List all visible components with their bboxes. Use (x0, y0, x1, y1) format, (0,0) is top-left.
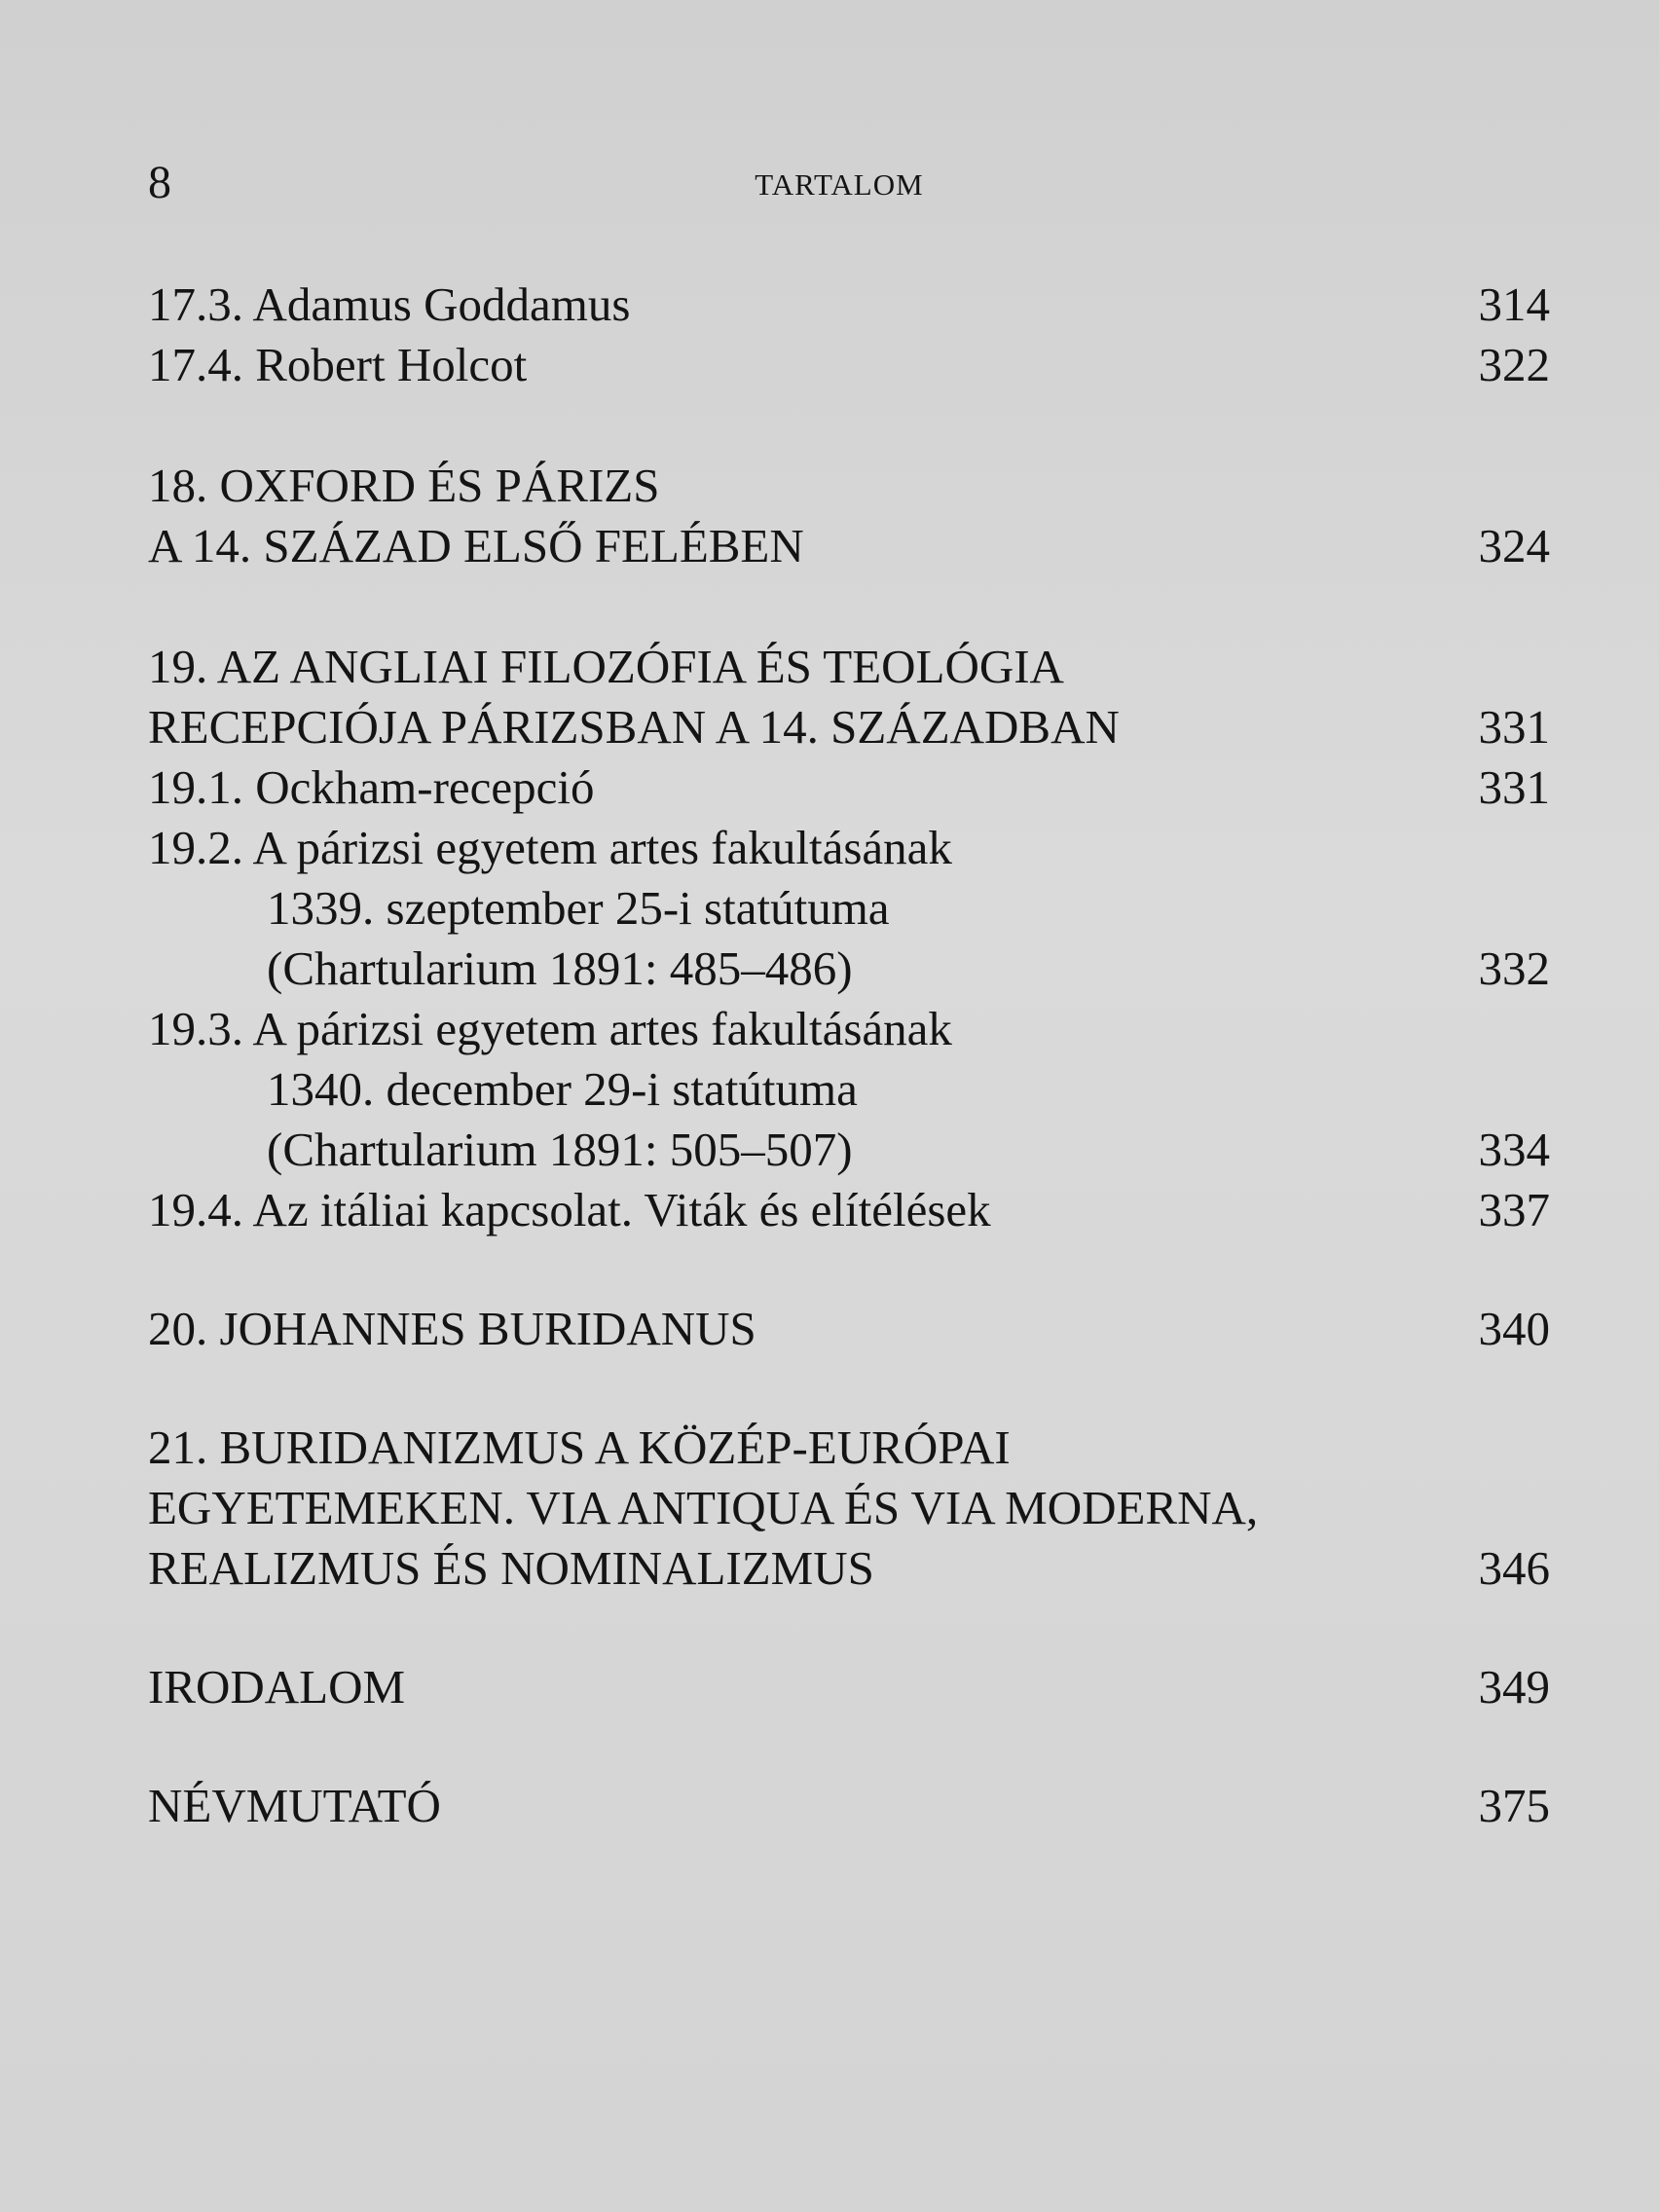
toc-page-number: 337 (1478, 1183, 1550, 1236)
toc-entry-title: 18. OXFORD ÉS PÁRIZS (148, 459, 660, 512)
toc-page-number: 375 (1478, 1779, 1550, 1832)
toc-entry-17-3 (148, 275, 1550, 335)
toc-page-number: 334 (1478, 1123, 1550, 1176)
toc-page-number: 349 (1478, 1660, 1550, 1714)
toc-entry-title: 19.1. Ockham-recepció (148, 760, 595, 814)
toc-entry-title-cont: REALIZMUS ÉS NOMINALIZMUS (148, 1541, 874, 1595)
toc-entry-19-2 (148, 818, 1550, 999)
toc-entry-19 (148, 637, 1550, 757)
toc-page-number: 322 (1478, 338, 1550, 391)
toc-entry-nevmutato (148, 1776, 1550, 1836)
toc-entry-title: NÉVMUTATÓ (148, 1779, 441, 1832)
toc-entry-title: 19.3. A párizsi egyetem artes fakultásának (148, 1002, 952, 1055)
page-header (0, 146, 1659, 224)
toc-entry-21 (148, 1418, 1550, 1599)
toc-entry-title-cont: EGYETEMEKEN. VIA ANTIQUA ÉS VIA MODERNA, (148, 1481, 1259, 1534)
toc-entry-title-cont: 1339. szeptember 25-i statútuma (267, 881, 890, 935)
toc-page-number: 340 (1478, 1302, 1550, 1355)
toc-entry-title: 19.2. A párizsi egyetem artes fakultásának (148, 821, 952, 874)
toc-entry-19-4 (148, 1180, 1550, 1240)
toc-page-number: 314 (1478, 277, 1550, 331)
toc-entry-17-4 (148, 335, 1550, 395)
toc-page-number: 331 (1478, 700, 1550, 754)
toc-page-number: 332 (1478, 941, 1550, 995)
toc-page-number: 346 (1478, 1541, 1550, 1595)
toc-entry-20 (148, 1299, 1550, 1359)
toc-entry-title: 21. BURIDANIZMUS A KÖZÉP-EURÓPAI (148, 1420, 1011, 1474)
running-title: TARTALOM (755, 167, 924, 202)
toc-entry-title-cont: (Chartularium 1891: 505–507) (267, 1123, 853, 1176)
toc-entry-title: IRODALOM (148, 1660, 406, 1714)
toc-entry-title: 17.3. Adamus Goddamus (148, 277, 631, 331)
toc-entry-title: 17.4. Robert Holcot (148, 338, 528, 391)
toc-entry-title: 20. JOHANNES BURIDANUS (148, 1302, 756, 1355)
toc-entry-19-1 (148, 757, 1550, 818)
toc-entry-irodalom (148, 1657, 1550, 1717)
page-number: 8 (148, 157, 171, 208)
table-of-contents (148, 275, 1550, 1836)
toc-entry-title: 19. AZ ANGLIAI FILOZÓFIA ÉS TEOLÓGIA (148, 640, 1064, 693)
toc-entry-title-cont: (Chartularium 1891: 485–486) (267, 941, 853, 995)
toc-entry-title-cont: 1340. december 29-i statútuma (267, 1062, 858, 1116)
toc-entry-title: 19.4. Az itáliai kapcsolat. Viták és elítélések (148, 1183, 991, 1236)
toc-page-number: 331 (1478, 760, 1550, 814)
toc-entry-19-3 (148, 999, 1550, 1180)
toc-page-number: 324 (1478, 519, 1550, 572)
toc-entry-18 (148, 456, 1550, 576)
toc-entry-title-cont: RECEPCIÓJA PÁRIZSBAN A 14. SZÁZADBAN (148, 700, 1120, 754)
toc-entry-title-cont: A 14. SZÁZAD ELSŐ FELÉBEN (148, 519, 804, 572)
